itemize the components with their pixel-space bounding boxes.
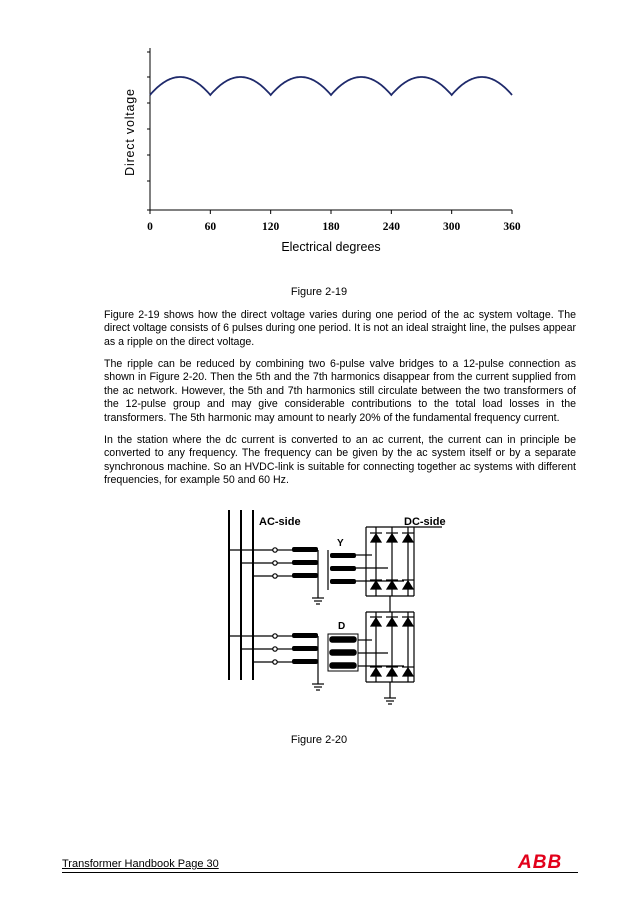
valve-symbol [371, 534, 381, 542]
x-tick-label: 180 [322, 221, 340, 233]
x-axis-label: Electrical degrees [281, 240, 381, 254]
valve-symbol [403, 534, 413, 542]
valve-symbol [403, 581, 413, 589]
transformer-y-primary [292, 547, 318, 578]
figure-2-19-caption: Figure 2-19 [290, 286, 348, 298]
y-axis-label: Direct voltage [123, 88, 137, 176]
transformer-y-secondary [330, 553, 356, 584]
valve-symbol [403, 618, 413, 626]
ac-side-label: AC-side [259, 516, 301, 528]
paragraph-2: The ripple can be reduced by combining two 6-pulse valve bridges to a 12-pulse connection as shown in Figure 2-20. Then the 5th and the 7th harmonics disappear from the current supplied from the ac network. However, the 5th and 7th harmonics still circulate between the two transformers of the 12-pulse group and may give considerable contributions to the total load losses in the transformers. The 5th harmonic may amount to nearly 20% of the fundamental frequency current. [104, 358, 576, 424]
valve-symbol [387, 618, 397, 626]
paragraph-3: In the station where the dc current is converted to an ac current, the current can in principle be converted to any frequency. The frequency can be given by the ac system itself or by a separate synchronous machine. So an HVDC-link is suitable for connecting together ac systems with different frequencies, for example 50 and 60 Hz. [104, 434, 576, 487]
valve-symbol [371, 581, 381, 589]
transformer-d-secondary [328, 634, 358, 671]
valve-symbol [403, 668, 413, 676]
valve-symbol [387, 534, 397, 542]
footer-page-label: Transformer Handbook Page 30 [62, 858, 219, 870]
x-tick-label: 360 [503, 221, 521, 233]
d-winding-label: D [338, 621, 346, 632]
valve-symbol [371, 618, 381, 626]
x-tick-label: 0 [147, 221, 153, 233]
transformer-d-primary [292, 633, 318, 664]
x-tick-label: 60 [204, 221, 217, 233]
figure-2-20-caption: Figure 2-20 [290, 734, 348, 746]
valve-symbol [371, 668, 381, 676]
x-tick-label: 120 [262, 221, 280, 233]
paragraph-1: Figure 2-19 shows how the direct voltage varies during one period of the ac system voltage. The direct voltage consists of 6 pulses during one period. It is not an ideal straight line, the pulses appear as a ripple on the direct voltage. [104, 309, 576, 348]
y-winding-label: Y [337, 538, 344, 549]
valve-symbol [387, 581, 397, 589]
dc-side-label: DC-side [404, 516, 446, 528]
x-tick-label: 300 [443, 221, 461, 233]
footer-rule [62, 872, 578, 873]
x-tick-label: 240 [382, 221, 400, 233]
valve-symbol [387, 668, 397, 676]
abb-logo: ABB [518, 852, 563, 873]
